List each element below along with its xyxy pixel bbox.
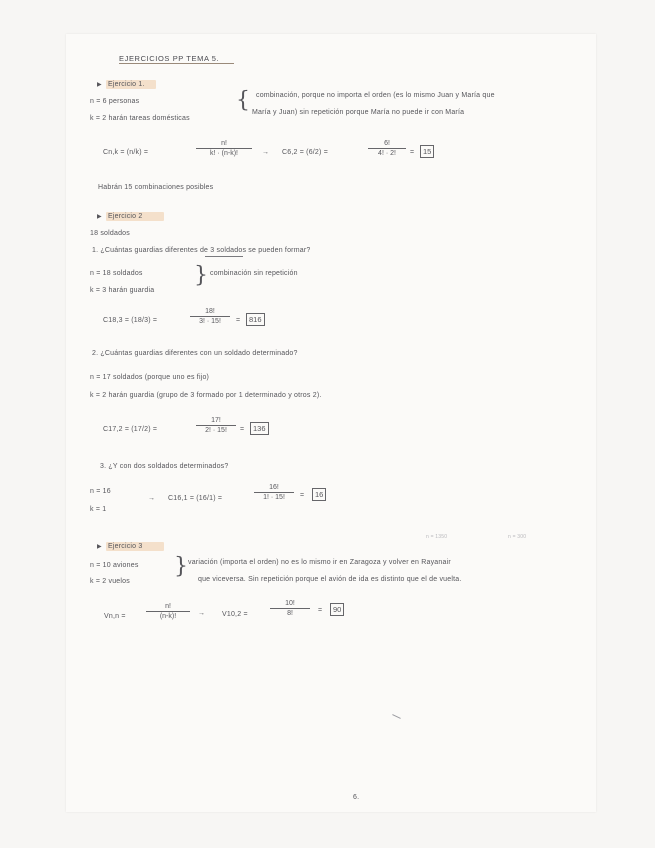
ex1-arrow: → <box>262 149 270 156</box>
title-underline <box>119 63 234 64</box>
ex3-calc-den: 8! <box>287 610 293 617</box>
ex1-calc-lhs: C6,2 = (6/2) = <box>282 149 328 156</box>
ex3-heading: Ejercicio 3 <box>108 543 143 550</box>
ex1-formula-lhs: Cn,k = (n/k) = <box>103 149 149 156</box>
ex2-calc-lhs: C18,3 = (18/3) = <box>103 317 158 324</box>
ex3-faint-note-2: n = 300 <box>508 534 527 540</box>
ex1-formula-den: k! · (n-k)! <box>210 150 238 157</box>
ex2-intro: 18 soldados <box>90 230 130 237</box>
ex2-q3-calc-den: 1! · 15! <box>263 494 285 501</box>
ex2-q2-calc-fraction <box>196 417 236 434</box>
ex3-formula-den: (n-k)! <box>159 613 177 620</box>
bullet-icon: ▶ <box>97 81 102 88</box>
ex2-question-3: 3. ¿Y con dos soldados determinados? <box>100 463 229 470</box>
ex1-conclusion: Habrán 15 combinaciones posibles <box>98 184 214 191</box>
page-number: 6. <box>353 794 360 801</box>
ex1-explain-2: María y Juan) sin repetición porque María no puede ir con María <box>252 109 465 116</box>
ex3-formula-fraction <box>146 603 190 620</box>
ex1-heading: Ejercicio 1. <box>108 81 145 88</box>
brace-icon: } <box>174 554 188 579</box>
ex2-q2-n: n = 17 soldados (porque uno es fijo) <box>90 374 210 381</box>
ex2-k: k = 3 harán guardia <box>90 287 155 294</box>
ex2-q3-calc-num: 16! <box>269 484 279 491</box>
ex1-calc-num: 6! <box>384 140 390 147</box>
ex3-calc-num: 10! <box>285 600 295 607</box>
ex3-faint-note-1: n = 1350 <box>426 534 448 540</box>
ex2-n: n = 18 soldados <box>90 270 143 277</box>
ex3-k: k = 2 vuelos <box>90 578 130 585</box>
ex2-q2-calc-lhs: C17,2 = (17/2) = <box>103 426 158 433</box>
ex2-q3-n: n = 16 <box>90 488 111 495</box>
ex2-q3-calc-fraction <box>254 484 294 501</box>
ex2-q2-k: k = 2 harán guardia (grupo de 3 formado por 1 determinado y otros 2). <box>90 392 322 399</box>
ex1-k: k = 2 harán tareas domésticas <box>90 115 190 122</box>
ex3-n: n = 10 aviones <box>90 562 139 569</box>
ex3-calc-lhs: V10,2 = <box>222 611 248 618</box>
ex3-formula-num: n! <box>165 603 171 610</box>
brace-icon: { <box>236 88 250 113</box>
ex1-calc-fraction <box>368 140 406 157</box>
brace-icon: } <box>194 263 208 288</box>
ex2-calc-fraction <box>190 308 230 325</box>
ex3-result: 90 <box>330 603 344 616</box>
ex2-question-2: 2. ¿Cuántas guardias diferentes con un soldado determinado? <box>92 350 298 357</box>
ex1-calc-den: 4! · 2! <box>378 150 396 157</box>
bullet-icon: ▶ <box>97 543 102 550</box>
ex2-q3-k: k = 1 <box>90 506 107 513</box>
ex3-calc-fraction <box>270 600 310 617</box>
ex3-arrow: → <box>198 610 206 617</box>
ex1-formula-fraction <box>196 140 252 157</box>
ex1-formula-num: n! <box>221 140 227 147</box>
ex2-note: combinación sin repetición <box>210 270 298 277</box>
ex3-explain-2: que viceversa. Sin repetición porque el avión de ida es distinto que el de vuelta. <box>198 576 462 583</box>
ex2-result: 816 <box>246 313 265 326</box>
ex2-q3-arrow: → <box>148 495 156 502</box>
ex2-heading: Ejercicio 2 <box>108 213 143 220</box>
ex2-q2-calc-den: 2! · 15! <box>205 427 227 434</box>
ex2-question-1: 1. ¿Cuántas guardias diferentes de 3 soldados se pueden formar? <box>92 247 311 254</box>
ex1-explain-1: combinación, porque no importa el orden (es lo mismo Juan y María que <box>256 92 495 99</box>
ex3-explain-1: variación (importa el orden) no es lo mismo ir en Zaragoza y volver en Rayanair <box>188 559 451 566</box>
ex2-calc-den: 3! · 15! <box>199 318 221 325</box>
ex1-result: 15 <box>420 145 434 158</box>
page-title: EJERCICIOS PP TEMA 5. <box>119 54 220 63</box>
underline-diferentes <box>205 256 243 257</box>
bullet-icon: ▶ <box>97 213 102 220</box>
ex1-n: n = 6 personas <box>90 98 140 105</box>
ex3-formula-lhs: Vn,n = <box>104 613 126 620</box>
ex2-q2-calc-num: 17! <box>211 417 221 424</box>
ex2-q2-result: 136 <box>250 422 269 435</box>
ex2-q3-calc-lhs: C16,1 = (16/1) = <box>168 495 223 502</box>
ex2-q3-result: 16 <box>312 488 326 501</box>
ex2-calc-num: 18! <box>205 308 215 315</box>
